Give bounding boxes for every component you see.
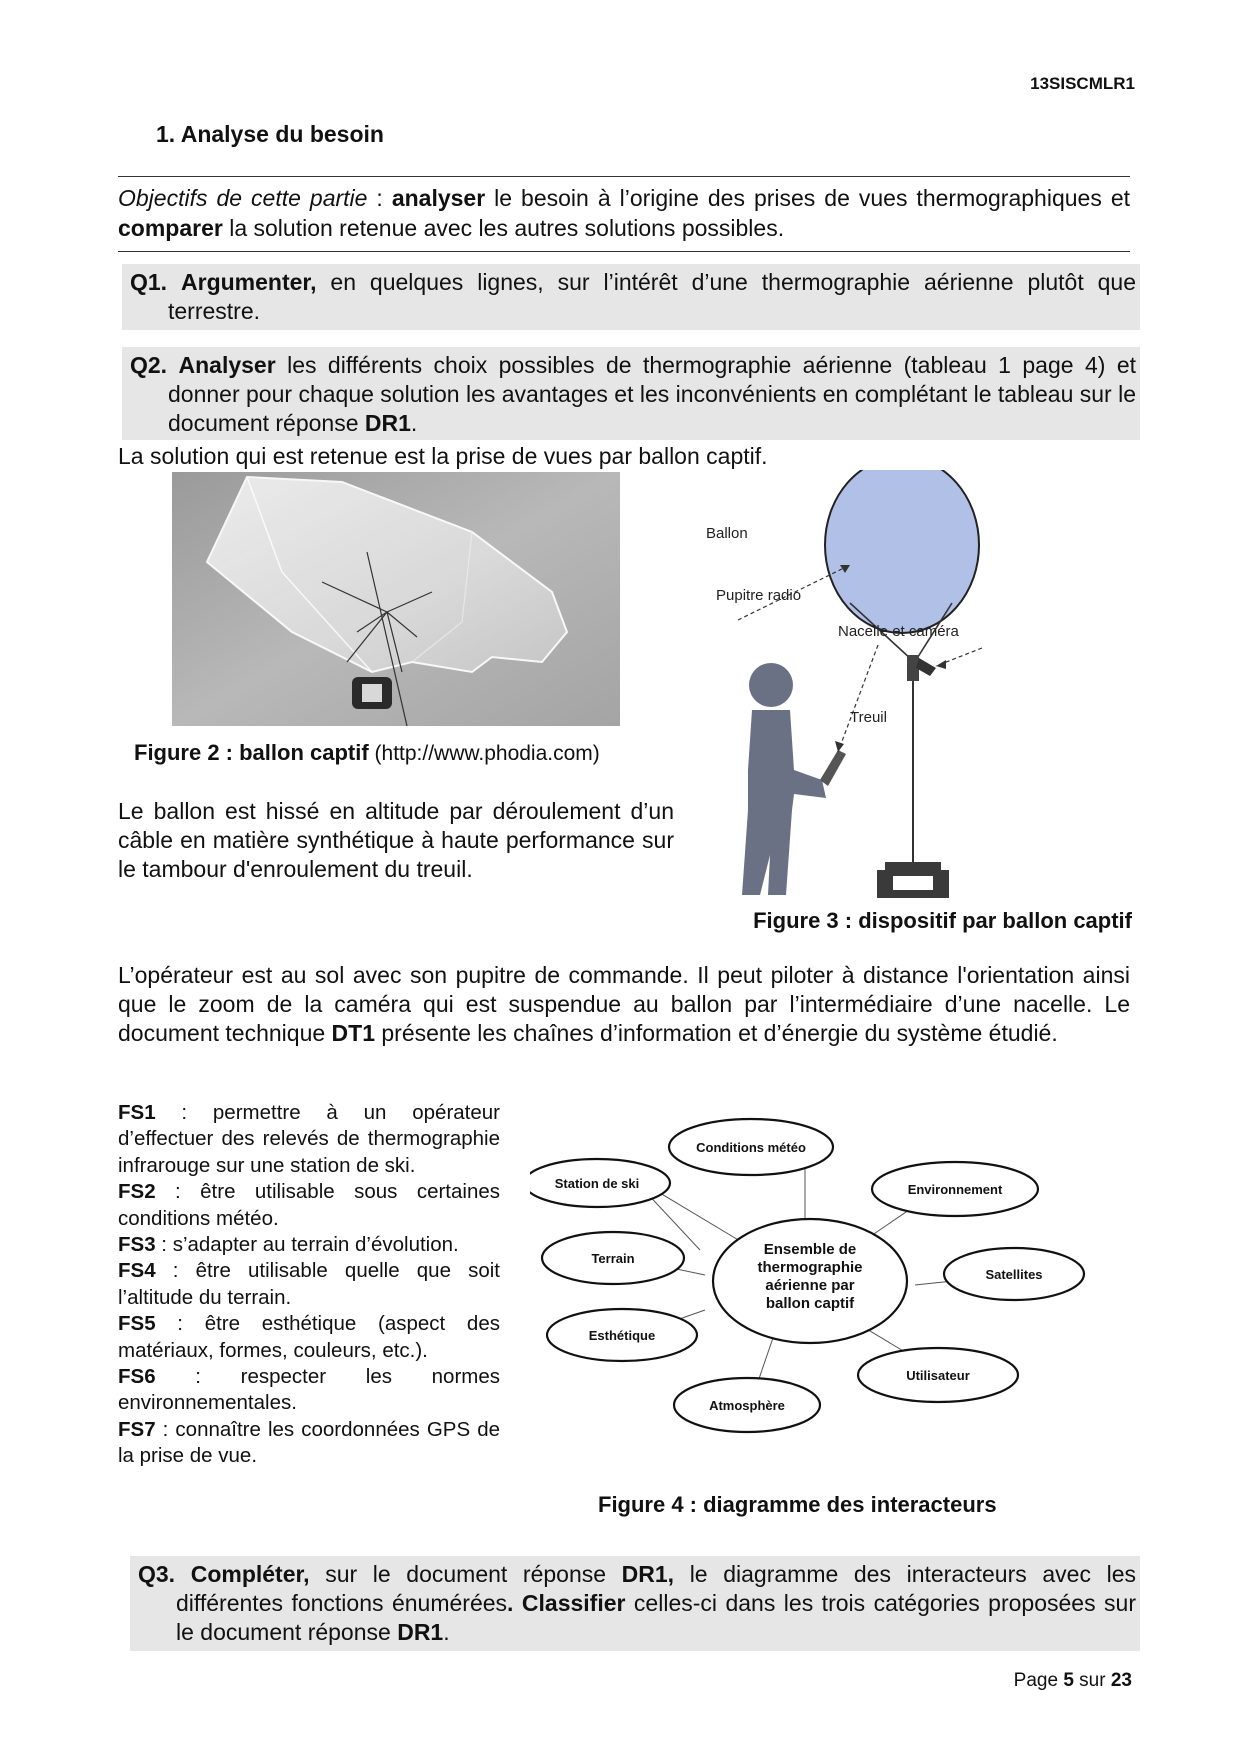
function-item (118, 1258, 500, 1311)
node-esth-label: Esthétique (588, 1328, 656, 1343)
figure2-source: (http://www.phodia.com) (368, 742, 600, 765)
q2-text: les différents choix possibles de thermographie aérienne (tableau 1 page 4) et donner pour chaque solution les avantages et les inconvénients en complétant le tableau sur le document réponse (168, 352, 1137, 436)
function-text: : être utilisable quelle que soit l’altitude du terrain. (118, 1259, 500, 1309)
q2-end: . (410, 410, 418, 436)
operator-text1: L’opérateur est au sol avec son pupitre de commande. Il peut piloter à distance l'orientation ainsi que le zoom de la caméra qui est suspendue au ballon par l’intermédiaire d’une nacelle. Le document technique (118, 962, 1130, 1046)
function-code: FS2 (118, 1180, 156, 1204)
question-q1 (122, 264, 1140, 330)
balloon-photo (172, 472, 620, 726)
q3-text3: celles-ci dans les trois catégories proposées sur le document réponse (176, 1590, 1136, 1645)
q3-verb: Compléter, (190, 1561, 310, 1587)
q3-number: Q3. (138, 1561, 176, 1587)
node-env-label: Environnement (907, 1182, 1003, 1197)
figure3-caption: Figure 3 : dispositif par ballon captif (753, 908, 1132, 933)
function-code: FS6 (118, 1365, 156, 1389)
function-item (118, 1417, 500, 1470)
node-user-label: Utilisateur (906, 1368, 970, 1383)
objectives-box (118, 176, 1130, 252)
page-total: 23 (1110, 1670, 1132, 1691)
q3-ref2: DR1 (397, 1619, 444, 1645)
label-treuil: Treuil (850, 709, 887, 726)
q2-number: Q2. (130, 352, 168, 378)
center-label-line1: Ensemble de (763, 1241, 857, 1258)
node-terrain-label: Terrain (591, 1251, 635, 1266)
objectives-text1: le besoin à l’origine des prises de vues thermographiques et (485, 185, 1131, 211)
node-meteo-label: Conditions météo (696, 1140, 806, 1155)
page-label: Page (1013, 1670, 1064, 1691)
objectives-label: Objectifs de cette partie (118, 185, 368, 211)
q2-verb: Analyser (178, 352, 276, 378)
balloon-shape (825, 470, 979, 633)
node-atmo-label: Atmosphère (709, 1398, 785, 1413)
q1-number: Q1. (130, 269, 168, 295)
captive-balloon-diagram (690, 470, 1150, 910)
label-nacelle: Nacelle et caméra (838, 623, 959, 640)
page-current: 5 (1063, 1670, 1074, 1691)
q3-ref1: DR1, (621, 1561, 675, 1587)
function-code: FS3 (118, 1233, 156, 1257)
retained-solution-text: La solution qui est retenue est la prise de vues par ballon captif. (118, 443, 768, 469)
document-code: 13SISCMLR1 (1030, 74, 1135, 93)
operator-paragraph (118, 961, 1130, 1048)
function-code: FS7 (118, 1417, 156, 1441)
question-q3 (130, 1556, 1140, 1651)
section-title: 1. Analyse du besoin (156, 121, 384, 147)
objectives-verb2: comparer (118, 215, 223, 241)
figure4-caption: Figure 4 : diagramme des interacteurs (598, 1492, 997, 1517)
hoist-paragraph: Le ballon est hissé en altitude par déroulement d’un câble en matière synthétique à haute performance sur le tambour d'enroulement du treuil. (118, 798, 674, 882)
figure2-title: Figure 2 : ballon captif (134, 740, 369, 765)
node-sat-label: Satellites (985, 1267, 1043, 1282)
function-item (118, 1364, 500, 1417)
objectives-verb1: analyser (391, 185, 486, 211)
function-code: FS1 (118, 1101, 156, 1124)
question-q2 (122, 347, 1140, 440)
label-pupitre: Pupitre radio (716, 587, 802, 604)
q3-end: . (443, 1619, 450, 1645)
operator-text2: présente les chaînes d’information et d’énergie du système étudié. (375, 1020, 1058, 1046)
function-text: : permettre à un opérateur d’effectuer des relevés de thermographie infrarouge sur une station de ski. (118, 1101, 500, 1177)
function-code: FS4 (118, 1259, 156, 1283)
page-sep: sur (1073, 1670, 1111, 1691)
objectives-text2: la solution retenue avec les autres solutions possibles. (222, 215, 785, 241)
q3-verb2: Classifier (513, 1590, 626, 1616)
q3-dot: . (507, 1590, 514, 1616)
q1-text: en quelques lignes, sur l’intérêt d’une thermographie aérienne plutôt que terrestre. (168, 269, 1137, 324)
q2-ref: DR1 (364, 410, 411, 436)
function-text: : respecter les normes environnementales. (118, 1365, 500, 1415)
figure2-caption (134, 740, 600, 766)
page-number (1014, 1670, 1132, 1692)
function-text: : être utilisable sous certaines conditions météo. (118, 1180, 500, 1230)
interactor-diagram (530, 1110, 1140, 1515)
operator-figure (742, 663, 846, 895)
center-label-line4: ballon captif (765, 1295, 855, 1312)
function-item (118, 1179, 500, 1232)
function-item (118, 1311, 500, 1364)
center-label-line3: aérienne par (765, 1277, 855, 1294)
operator-ref: DT1 (331, 1020, 375, 1046)
label-ballon: Ballon (706, 525, 748, 542)
node-ski-label: Station de ski (554, 1176, 640, 1191)
center-label-line2: thermographie (757, 1259, 863, 1276)
q1-verb: Argumenter, (181, 269, 317, 295)
objectives-sep: : (367, 185, 392, 211)
function-code: FS5 (118, 1312, 156, 1336)
function-text: : connaître les coordonnées GPS de la prise de vue. (118, 1417, 500, 1468)
function-item (118, 1232, 500, 1258)
function-text: : s’adapter au terrain d’évolution. (155, 1233, 459, 1257)
q3-text2: le diagramme des interacteurs avec les différentes fonctions énumérées (176, 1561, 1136, 1616)
function-text: : être esthétique (aspect des matériaux, formes, couleurs, etc.). (118, 1312, 500, 1362)
function-item (118, 1100, 500, 1179)
functions-list (118, 1100, 500, 1470)
q3-text1: sur le document réponse (309, 1561, 622, 1587)
